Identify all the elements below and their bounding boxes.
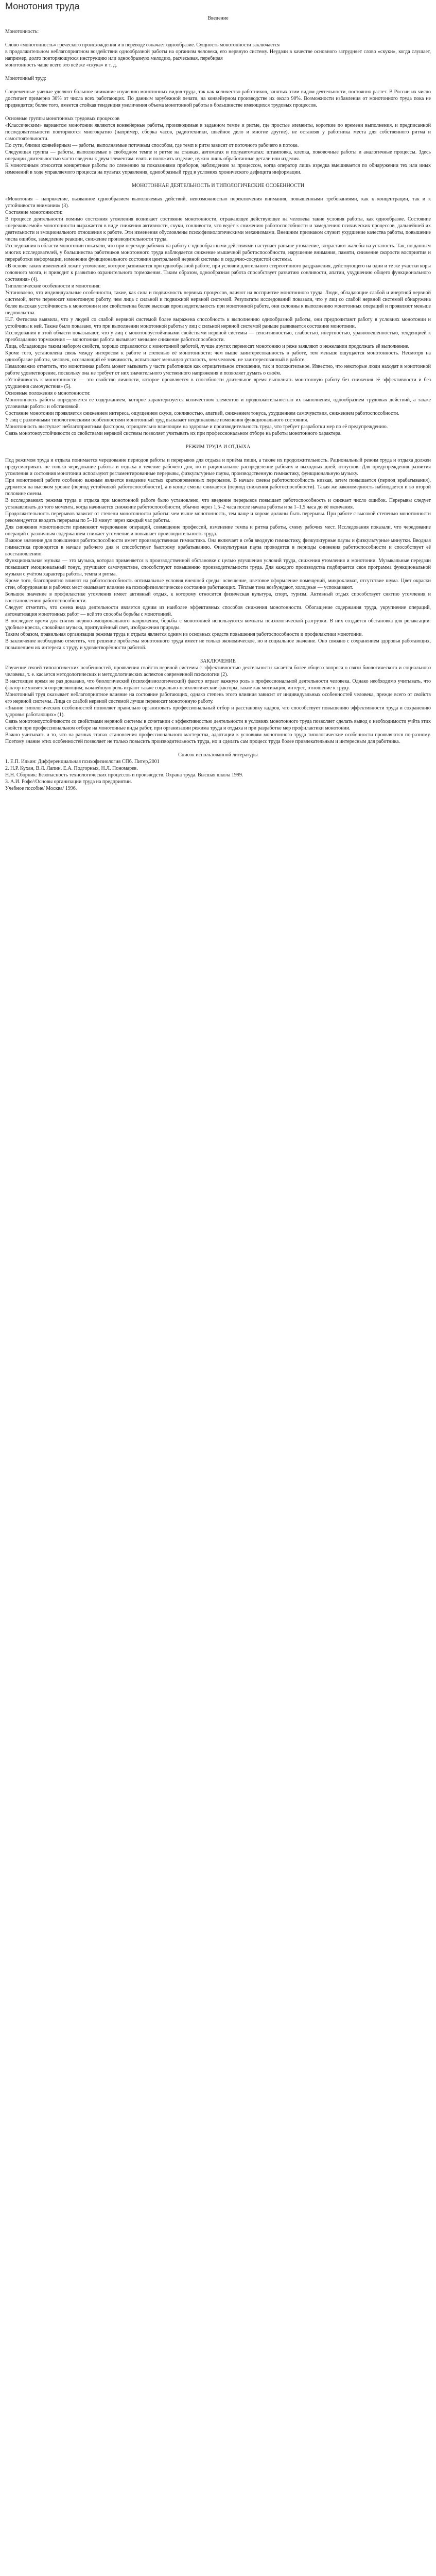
document-page	[0, 1, 436, 792]
paragraph: Состояние монотонии проявляется снижением интереса, ощущением скуки, сонливостью, апатией, снижением тонуса, ухудшением самочувствия, снижением работоспособности.	[5, 411, 399, 416]
spacer	[5, 176, 431, 182]
section-heading-conclusion: ЗАКЛЮЧЕНИЕ	[200, 658, 236, 664]
paragraph: Установлено, что индивидуальные особенности, такие, как сила и подвижность нервных процессов, влияют на восприятие монотонного труда. Люди, обладающие слабой и инертной нервной системой, легче переносят монотонную работу, чем лица с сильной и подвижной нервной системой. Результаты исследований показали, что у лиц со слабой нервной системой обнаружена более высокая устойчивость к монотонии и им свойственна более высокая производительность при монотонной работе, они склонны к выполнению монотонных операций и проявляют меньше недовольства.	[5, 290, 431, 316]
paragraph: Связь монотоноустойчивости со свойствами нервной системы позволяет учитывать их при профессиональном отборе на работы монотонного характера.	[5, 431, 342, 436]
paragraph: «Монотония – напряжение, вызванное однообразием выполняемых действий, невозможностью переключения внимания, повышенными требованиями, как к концентрации, так и к устойчивости внимания» (3).	[5, 196, 431, 209]
reference-item: Учебное пособие/ Москва/ 1996.	[5, 786, 77, 791]
paragraph: Продолжительность перерывов зависит от степени монотонности работы: чем выше монотонность, тем чаще и короче должны быть перерывы. При работе с высокой степенью монотонности рекомендуется вводить перерывы по 5–10 минут через каждый час работы.	[5, 511, 431, 523]
paragraph: В заключение необходимо отметить, что решение проблемы монотонного труда имеет не только экономическое, но и социальное значение. Оно связано с сохранением здоровья работающих, повышением их интереса к труду и удовлетворённости работой.	[5, 638, 431, 651]
paragraph	[5, 109, 431, 115]
paragraph: Слово «монотонность» греческого происхождения и в переводе означает однообразие. Сущность монотонности заключается	[5, 42, 280, 48]
paragraph: Для снижения монотонности применяют чередование операций, совмещение профессий, изменение темпа и ритма работы, смену рабочих мест. Исследования показали, что чередование операций с различным содержанием снижает утомление и повышает производительность труда.	[5, 524, 431, 537]
paragraph	[5, 35, 431, 42]
paragraph: Основные группы монотонных трудовых процессов	[5, 116, 120, 122]
paragraph: монотонность чаще всего это всё же «скука» и т. д.	[5, 62, 117, 68]
paragraph: В исследованиях режима труда и отдыха при монотонной работе было установлено, что введение перерывов повышает работоспособность и снижает число ошибок. Перерывы следует устанавливать до того момента, когда начинается снижение работоспособности, обычно через 1,5–2 часа после начала работы и за 1–1,5 часа до её окончания.	[5, 498, 431, 510]
paragraph: При монотонной работе особенно важным является введение частых кратковременных перерывов. В начале смены работоспособность низкая, затем повышается (период врабатывания), держится на высоком уровне (период устойчивой работоспособности), а в конце смены снижается (период снижения работоспособности). Такая же закономерность наблюдается и во второй половине смены.	[5, 478, 431, 497]
paragraph: К монотонным относятся конкретные работы по слежению за показаниями приборов, наблюдению за процессом, когда оператор лишь изредка вмешивается по обнаружении тех или иных изменений в ходе управляемого процесса на пультах управления, однообразный труд в условиях хронического дефицита информации.	[5, 163, 431, 175]
paragraph: Монотонность:	[5, 29, 39, 35]
spacer	[5, 745, 431, 752]
regime-section	[5, 457, 431, 651]
paragraph: Связь монотоноустойчивости со свойствами нервной системы в сочетании с эффективностью деятельности в условиях монотонного труда позволяет сделать вывод о необходимости учёта этих свойств при профессиональном отборе на монотонные виды работ, при организации режима труда и отдыха и при разработке мер профилактики монотонии.	[5, 719, 431, 731]
references-heading: Список использованной литературы	[178, 752, 258, 758]
paragraph: Под режимом труда и отдыха понимается чередование периодов работы и перерывов для отдыха и приёма пищи, а также их продолжительность. Рациональный режим труда и отдыха должен предусматривать не только чередование работы и отдыха в течение рабочего дня, но и рациональное распределение рабочих и выходных дней, отпусков. Для предупреждения развития утомления и состояния монотонии используют регламентированные перерывы, физкультурные паузы, производственную гимнастику, функциональную музыку.	[5, 457, 431, 477]
reference-item: Н.Н. Сборник: Безопасность технологических процессов и производств. Охрана труда. Высшая школа 1999.	[5, 772, 243, 778]
intro-section	[5, 28, 431, 176]
paragraph: Следующая группа — работы, выполняемые в свободном темпе и ритме на станках, автоматах и полуавтоматах: штамповка, клепка, поковочные работы и аналогичные процессы. Здесь операции длительностью часто сведены к двум элементам: взять и положить изделие, нужно лишь обработанные детали или изделия.	[5, 149, 431, 162]
paragraph: Н.Г. Фетисова выявила, что у людей со слабой нервной системой более выражена способность к выполнению однообразной работы, они предпочитают работу в условиях монотонии и устойчивы к ней. Также было показано, что при выполнении монотонной работы у лиц с сильной нервной системой раньше развивается состояние монотонии.	[5, 317, 431, 329]
paragraph: Монотонный труд:	[5, 76, 46, 81]
paragraph: Изучение связей типологических особенностей, проявления свойств нервной системы с эффективностью деятельности касается более общего вопроса о связи биологического и социального человека, т. е. касается методологических и методологических аспектов современной психологии (2).	[5, 665, 431, 677]
paragraph: В последнее время для снятия нервно-эмоционального напряжения, борьбы с монотонией используются комнаты психологической разгрузки. В них создаётся обстановка для релаксации: удобные кресла, спокойная музыка, приглушённый свет, изображения природы.	[5, 618, 431, 631]
paragraph: У лиц с различными типологическими особенностями монотонный труд вызывает неодинаковые изменения функционального состояния.	[5, 417, 308, 423]
paragraph: Таким образом, правильная организация режима труда и отдыха является одним из основных средств повышения работоспособности и профилактики монотонии.	[5, 632, 363, 637]
spacer	[5, 437, 431, 444]
paragraph: Кроме того, установлена связь между интересом к работе и степенью её монотонности: чем выше заинтересованность в работе, тем меньше ощущается монотонность. Несмотря на однообразие работы, человек, осознающий её значимость, испытывает меньшую усталость, чем человек, не заинтересованный в работе.	[5, 350, 431, 363]
spacer	[5, 450, 431, 457]
paragraph: Исследования в области монотонии показали, что при переходе рабочих на работу с однообразными действиями наступает раньше утомление, возрастают жалобы на усталость. Так, по данным многих исследователей, у большинства работников монотонного труда наблюдается снижение мышечной работоспособности, нарушение внимания, памяти, снижение скорости восприятия и переработки информации, изменение функционального состояния центральной нервной системы и сердечно-сосудистой системы.	[5, 243, 431, 262]
section-heading-typology: МОНОТОННАЯ ДЕЯТЕЛЬНОСТЬ И ТИПОЛОГИЧЕСКИЕ ОСОБЕННОСТИ	[131, 183, 305, 189]
paragraph: Состояние монотонности:	[5, 210, 63, 215]
paragraph: Исследования в этой области показывают, что у лиц с монотоноустойчивыми свойствами нервной системы — сенситивностью, слабостью, инертностью, уравновешенностью, тенденцией к преобладанию торможения — монотонная работа вызывает меньшее снижение работоспособности.	[5, 330, 431, 343]
spacer	[5, 22, 431, 28]
spacer	[5, 651, 431, 658]
paragraph: Большое значение в профилактике утомления имеет активный отдых, к которому относится физическая культура, спорт, туризм. Активный отдых способствует снятию утомления и восстановлению работоспособности.	[5, 591, 431, 604]
paragraph: Типологические особенности и монотония:	[5, 283, 101, 289]
paragraph: По сути, близки конвейерным — работы, выполняемые поточным способом, где темп и ритм зависят от поточного рабочего в потоке.	[5, 143, 299, 148]
reference-item: 2. Н.Р. Кухан, В.Л. Лапин, Е.А. Подгорных, Н.Л. Пономарев.	[5, 766, 138, 771]
spacer	[5, 189, 431, 196]
paragraph: Лица, обладающие таким набором свойств, хорошо справляются с монотонной работой, лучше других переносят монотонию и реже заявляют о нежелании продолжать её выполнение.	[5, 344, 410, 349]
paragraph	[5, 82, 431, 89]
paragraph: «В основе таких изменений лежит утомление, которое развивается при однообразной работе, при условии длительного стереотипного раздражения, действующего на одни и те же участки коры головного мозга, и приводит к развитию охранительного торможения. Таким образом, однообразная работа способствует развитию сонливости, апатии, ухудшению общего функционального состояния» (4).	[5, 263, 431, 282]
reference-item: 1. Е.П. Ильин: Дифференциальная психофизиология СПб. Питер,2001	[5, 759, 160, 765]
paragraph: «Классическим» вариантом монотонии являются конвейерные работы, производимые в заданном темпе и ритме, где простые элементы, короткие по времени выполнения, и предписанной последовательности повторяются многократно (например, сборка часов, радиотехники, швейное дело и многие другие), не оставляя у работника места для собственного ритма и самостоятельности.	[5, 123, 431, 142]
paragraph: Основные положения о монотонности:	[5, 391, 91, 396]
paragraph: Кроме того, благоприятно влияют на работоспособность оптимальные условия внешней среды: освещение, цветовое оформление помещений, микроклимат, отсутствие шума. Цвет окраски стен, оборудования и рабочих мест оказывает влияние на психофизиологическое состояние работающих. Тёплые тона возбуждают, холодные — успокаивают.	[5, 578, 431, 590]
section-heading-regime: РЕЖИМ ТРУДА И ОТДЫХА	[185, 444, 251, 450]
intro-heading: Введение	[207, 15, 229, 21]
paragraph: Следует отметить, что смена вида деятельности является одним из наиболее эффективных способов снижения монотонности. Обогащение содержания труда, укрупнение операций, автоматизация монотонных работ — всё это способы борьбы с монотонией.	[5, 605, 431, 617]
paragraph: Важное значение для повышения работоспособности имеет производственная гимнастика. Она включает в себя вводную гимнастику, физкультурные паузы и физкультурные минутки. Вводная гимнастика проводится в начале рабочего дня и способствует быстрому врабатыванию. Физкультурная пауза проводится в периоды снижения работоспособности и способствует её восстановлению.	[5, 538, 431, 557]
paragraph: Монотонность выступает неблагоприятным фактором, отрицательно влияющим на здоровье и производительность труда, что требует разработки мер по её предупреждению.	[5, 424, 388, 430]
conclusion-section	[5, 665, 431, 745]
paragraph: Важно учитывать и то, что на разных этапах становления профессионального мастерства, адаптации к условиям монотонного труда типологические особенности проявляются по-разному. Поэтому знание этих особенностей позволяет не только повысить производительность труда, но и сделать сам процесс труда более привлекательным и интересным для работника.	[5, 732, 431, 744]
paragraph: «Устойчивость к монотонности — это свойство личности, которое проявляется в способности длительное время выполнять монотонную работу без снижения её эффективности и без ухудшения самочувствия» (5).	[5, 377, 431, 389]
paragraph: в продолжительном неблагоприятном воздействии однообразной работы на организм человека, его нервную систему. Неудачи в качестве основного затрудняет слово «скуки», когда слушает, например, долго повторяющуюся инструкцию или однообразную мелодию, расчесывая, перебирая	[5, 49, 431, 61]
reference-item: 3. А.И. Рофе//Основы организации труда на предприятии.	[5, 779, 132, 785]
references-list	[5, 758, 431, 792]
paragraph: Современные ученые уделяют большое внимание изучению монотонных видов труда, так как количество работников, занятых этим видом деятельности, постоянно растет. В России их число достигает примерно 30% от числа всех работающих. По данным зарубежной печати, на конвейерном производстве их около 90%. Возможности избавления от монотонного труда пока не предвидятся; более того, имеется стойкая тенденция увеличения объема монотонной работы в большинстве имеющихся трудовых процессов.	[5, 89, 431, 108]
paragraph	[5, 69, 431, 75]
document-title: Монотония труда	[5, 1, 80, 11]
typology-section	[5, 196, 431, 437]
paragraph: Монотонность работы определяется её содержанием, которое характеризуется количеством элементов и продолжительностью их выполнения, однообразием трудовых действий, а также условиями работы и обстановкой.	[5, 397, 431, 410]
paragraph: Функциональная музыка — это музыка, которая применяется в производственной обстановке с целью улучшения условий труда, снижения утомления и монотонии. Музыкальные передачи повышают эмоциональный тонус, улучшают самочувствие, способствуют повышению производительности труда. Для каждого производства подбирается своя программа функциональной музыки с учётом характера работы, темпа и ритма.	[5, 558, 431, 577]
paragraph: Немаловажно отметить, что монотонная работа может вызывать у части работников как отрицательное отношение, так и положительное. Известно, что некоторые люди находят в монотонной работе удовлетворение, поскольку она не требует от них значительного умственного напряжения и позволяет думать о своём.	[5, 364, 431, 376]
paragraph: «Знание типологических особенностей позволяет правильно организовать профессиональный отбор и расстановку кадров, что способствует повышению эффективности труда и сохранению здоровья работающих» (1).	[5, 705, 431, 718]
paragraph: Монотонный труд оказывает неблагоприятное влияние на состояние работающих, однако степень этого влияния зависит от индивидуальных особенностей человека, прежде всего от свойств его нервной системы. Лица со слабой нервной системой лучше переносят монотонную работу.	[5, 692, 431, 704]
paragraph: В настоящее время не раз доказано, что биологический (психофизиологический) фактор играет важную роль в профессиональной деятельности человека. Однако необходимо учитывать, что фактор не является определяющим; важнейшую роль играют также социально-психологические факторы, такие как мотивация, интерес, отношение к труду.	[5, 679, 431, 691]
paragraph: В процессе деятельности помимо состояния утомления возникает состояние монотонности, отражающее действующее на человека такие условия работы, как однообразие. Состояние «переживаемой» монотонности выражается в виде снижения активности, скуки, сонливости, что ведёт к снижению работоспособности и замедлению психических процессов, дальнейшей их деятельности и эмоционального отношения к работе. Эти изменения обусловлены психофизиологическими механизмами. Внешним признаком служит ухудшение качества работы, повышение числа ошибок, замедление реакции, снижение производительности труда.	[5, 216, 431, 242]
